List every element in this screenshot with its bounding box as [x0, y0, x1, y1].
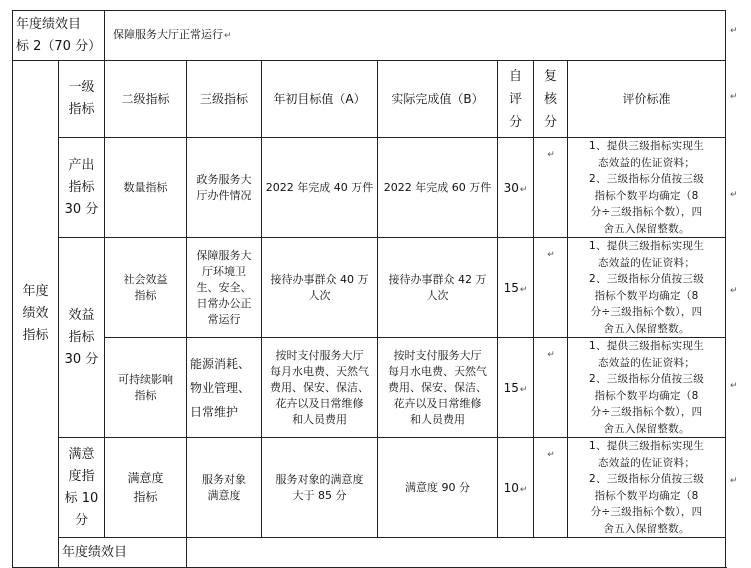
first-level-output: [59, 138, 105, 238]
goal-row: [13, 11, 726, 61]
criteria-line: 舍五入保留整数。: [603, 222, 690, 235]
header-review-score: [534, 61, 568, 138]
header-text: 年初目标值（A）: [273, 91, 366, 106]
actual-cell: [378, 238, 498, 338]
criteria-line: 分÷三级指标个数），四: [590, 306, 703, 318]
first-level-line: 30 分: [64, 201, 99, 217]
third-level-line: 日常维护: [190, 404, 239, 419]
header-text: 实际完成值（B）: [391, 91, 484, 106]
actual-line: 和人员费用: [410, 412, 466, 426]
first-level-benefit: [59, 238, 105, 438]
self-score: 30: [503, 180, 519, 195]
header-text: 分: [544, 114, 558, 130]
third-level-line: 厅办件情况: [196, 188, 252, 202]
actual-text: 2022 年完成 60 万件: [383, 180, 492, 194]
second-level-cell: [105, 138, 187, 238]
self-score-cell: [498, 238, 534, 338]
actual-line: 人次: [426, 288, 449, 302]
review-score-cell: [534, 138, 568, 238]
goal-label-line2: 标 2（70 分）: [16, 38, 102, 54]
criteria-line: 2、三级指标分值按三级: [589, 473, 705, 485]
annual-indicator-line: 绩效: [22, 306, 49, 321]
target-cell: [262, 438, 378, 538]
paragraph-mark: ↵: [547, 350, 555, 360]
second-level-cell: [105, 238, 187, 338]
paragraph-mark: ↵: [730, 381, 738, 391]
first-level-line: 效益: [68, 307, 95, 323]
criteria-line: 态效益的佐证资料；: [597, 156, 696, 169]
third-level-line: 日常办公正: [196, 296, 252, 310]
actual-line: 花卉以及日常维修: [393, 396, 482, 410]
target-line: 人次: [308, 288, 331, 302]
target-cell: [262, 138, 378, 238]
header-text: 三级指标: [200, 91, 249, 106]
target-line: 花卉以及日常维修: [275, 396, 364, 410]
criteria-line: 指标个数平均确定（8: [594, 389, 699, 402]
annual-indicator-line: 年度: [22, 284, 49, 299]
third-level-line: 常运行: [207, 312, 241, 326]
target-line: 和人员费用: [292, 412, 348, 426]
next-goal-label: 年度绩效目: [62, 545, 128, 560]
criteria-line: 舍五入保留整数。: [603, 322, 690, 335]
second-level-line: 指标: [134, 288, 157, 302]
header-row: [13, 61, 726, 138]
criteria-line: 分÷三级指标个数），四: [590, 206, 703, 218]
criteria-line: 2、三级指标分值按三级: [589, 273, 705, 285]
criteria-line: 1、提供三级指标实现生: [589, 240, 705, 252]
paragraph-mark: ↵: [547, 150, 555, 160]
actual-line: 费用、保安、保洁、: [388, 380, 488, 394]
self-score-cell: [498, 138, 534, 238]
header-third-level: [187, 61, 262, 138]
paragraph-mark: ↵: [519, 184, 528, 195]
criteria-line: 指标个数平均确定（8: [594, 189, 699, 202]
criteria-line: 舍五入保留整数。: [603, 422, 690, 435]
table-row: [13, 138, 726, 238]
third-level-line: 政务服务大: [196, 172, 252, 186]
actual-text: 满意度 90 分: [405, 480, 471, 494]
self-score: 15: [503, 280, 519, 295]
second-level-line: 指标: [133, 489, 158, 504]
actual-line: 按时支付服务大厅: [393, 348, 482, 362]
goal-label-cell: [13, 11, 105, 61]
target-line: 按时支付服务大厅: [275, 348, 364, 362]
third-level-line: 生、安全、: [196, 280, 252, 294]
first-level-line: 分: [75, 512, 89, 528]
actual-line: 每月水电费、天然气: [388, 364, 488, 378]
self-score-cell: [498, 338, 534, 438]
first-level-line: 指标: [68, 179, 95, 195]
annual-indicator-line: 指标: [22, 328, 49, 343]
second-level-cell: [105, 338, 187, 438]
third-level-cell: [187, 238, 262, 338]
header-criteria: [568, 61, 726, 138]
review-score-cell: [534, 338, 568, 438]
second-level-line: 指标: [134, 388, 157, 402]
criteria-cell: [568, 338, 726, 438]
target-line: 每月水电费、天然气: [270, 364, 370, 378]
criteria-line: 态效益的佐证资料；: [597, 256, 696, 269]
paragraph-mark: ↵: [519, 384, 528, 395]
actual-cell: [378, 338, 498, 438]
header-text: 二级指标: [121, 91, 170, 106]
first-level-line: 满意: [68, 446, 95, 462]
criteria-cell: [568, 138, 726, 238]
criteria-line: 舍五入保留整数。: [603, 522, 690, 535]
target-line: 服务对象的满意度: [275, 472, 364, 486]
criteria-line: 态效益的佐证资料；: [597, 456, 696, 469]
header-annual-indicator: [13, 61, 59, 568]
second-level-line: 社会效益: [123, 272, 168, 286]
criteria-line: 1、提供三级指标实现生: [589, 440, 705, 452]
header-text: 评价标准: [622, 91, 671, 106]
review-score-cell: [534, 238, 568, 338]
paragraph-mark: ↵: [730, 476, 738, 486]
actual-line: 接待办事群众 42 万: [388, 272, 487, 286]
performance-table: [12, 10, 726, 568]
third-level-line: 满意度: [207, 488, 241, 502]
criteria-line: 指标个数平均确定（8: [594, 489, 699, 502]
table-row: [13, 438, 726, 538]
second-level-line: 满意度: [127, 470, 164, 485]
target-cell: [262, 238, 378, 338]
first-level-line: 标 10: [64, 490, 99, 506]
self-score-cell: [498, 438, 534, 538]
header-text: 自: [509, 68, 523, 84]
header-text: 评: [509, 91, 523, 107]
header-text: 复: [544, 68, 558, 84]
header-text: 一级: [68, 80, 95, 95]
table-row: [13, 338, 726, 438]
goal-label-line1: 年度绩效目: [16, 16, 82, 32]
header-text: 指标: [68, 102, 95, 117]
header-self-score: [498, 61, 534, 138]
third-level-line: 物业管理、: [190, 380, 251, 395]
paragraph-mark: ↵: [730, 26, 738, 36]
criteria-line: 2、三级指标分值按三级: [589, 173, 705, 185]
target-cell: [262, 338, 378, 438]
first-level-line: 产出: [68, 157, 95, 173]
third-level-line: 厅环境卫: [202, 264, 247, 278]
criteria-line: 指标个数平均确定（8: [594, 289, 699, 302]
second-level-line: 可持续影响: [118, 372, 174, 386]
header-first-level: [59, 61, 105, 138]
third-level-line: 保障服务大: [196, 248, 252, 262]
first-level-line: 度指: [68, 468, 95, 484]
next-goal-row: [13, 538, 726, 568]
criteria-line: 2、三级指标分值按三级: [589, 373, 705, 385]
header-text: 核: [544, 91, 558, 107]
third-level-line: 能源消耗、: [190, 356, 251, 371]
header-actual-value: [378, 61, 498, 138]
criteria-line: 分÷三级指标个数），四: [590, 406, 703, 418]
paragraph-mark: ↵: [547, 450, 555, 460]
actual-cell: [378, 438, 498, 538]
paragraph-mark: ↵: [730, 286, 738, 296]
next-goal-content-cell: [187, 538, 726, 568]
paragraph-mark: ↵: [224, 31, 232, 41]
paragraph-mark: ↵: [519, 284, 528, 295]
target-line: 费用、保安、保洁、: [270, 380, 370, 394]
third-level-cell: [187, 438, 262, 538]
header-text: 分: [509, 114, 523, 130]
third-level-cell: [187, 138, 262, 238]
table-row: [13, 238, 726, 338]
header-second-level: [105, 61, 187, 138]
second-level-cell: [105, 438, 187, 538]
third-level-line: 服务对象: [202, 472, 247, 486]
paragraph-mark: ↵: [730, 190, 738, 200]
criteria-line: 态效益的佐证资料；: [597, 356, 696, 369]
review-score-cell: [534, 438, 568, 538]
criteria-line: 分÷三级指标个数），四: [590, 506, 703, 518]
target-line: 接待办事群众 40 万: [270, 272, 369, 286]
criteria-cell: [568, 238, 726, 338]
second-level-text: 数量指标: [123, 180, 168, 194]
self-score: 10: [503, 480, 519, 495]
third-level-cell: [187, 338, 262, 438]
target-line: 大于 85 分: [292, 488, 347, 502]
next-goal-label-cell: [59, 538, 187, 568]
self-score: 15: [503, 380, 519, 395]
paragraph-mark: ↵: [730, 92, 738, 102]
actual-cell: [378, 138, 498, 238]
first-level-satisfaction: [59, 438, 105, 538]
criteria-line: 1、提供三级指标实现生: [589, 140, 705, 152]
target-text: 2022 年完成 40 万件: [265, 180, 374, 194]
header-target-value: [262, 61, 378, 138]
goal-content-cell: [105, 11, 726, 61]
goal-content: 保障服务大厅正常运行: [113, 28, 224, 41]
paragraph-mark: ↵: [547, 250, 555, 260]
first-level-line: 30 分: [64, 351, 99, 367]
first-level-line: 指标: [68, 329, 95, 345]
criteria-line: 1、提供三级指标实现生: [589, 340, 705, 352]
paragraph-mark: ↵: [519, 484, 528, 495]
criteria-cell: [568, 438, 726, 538]
